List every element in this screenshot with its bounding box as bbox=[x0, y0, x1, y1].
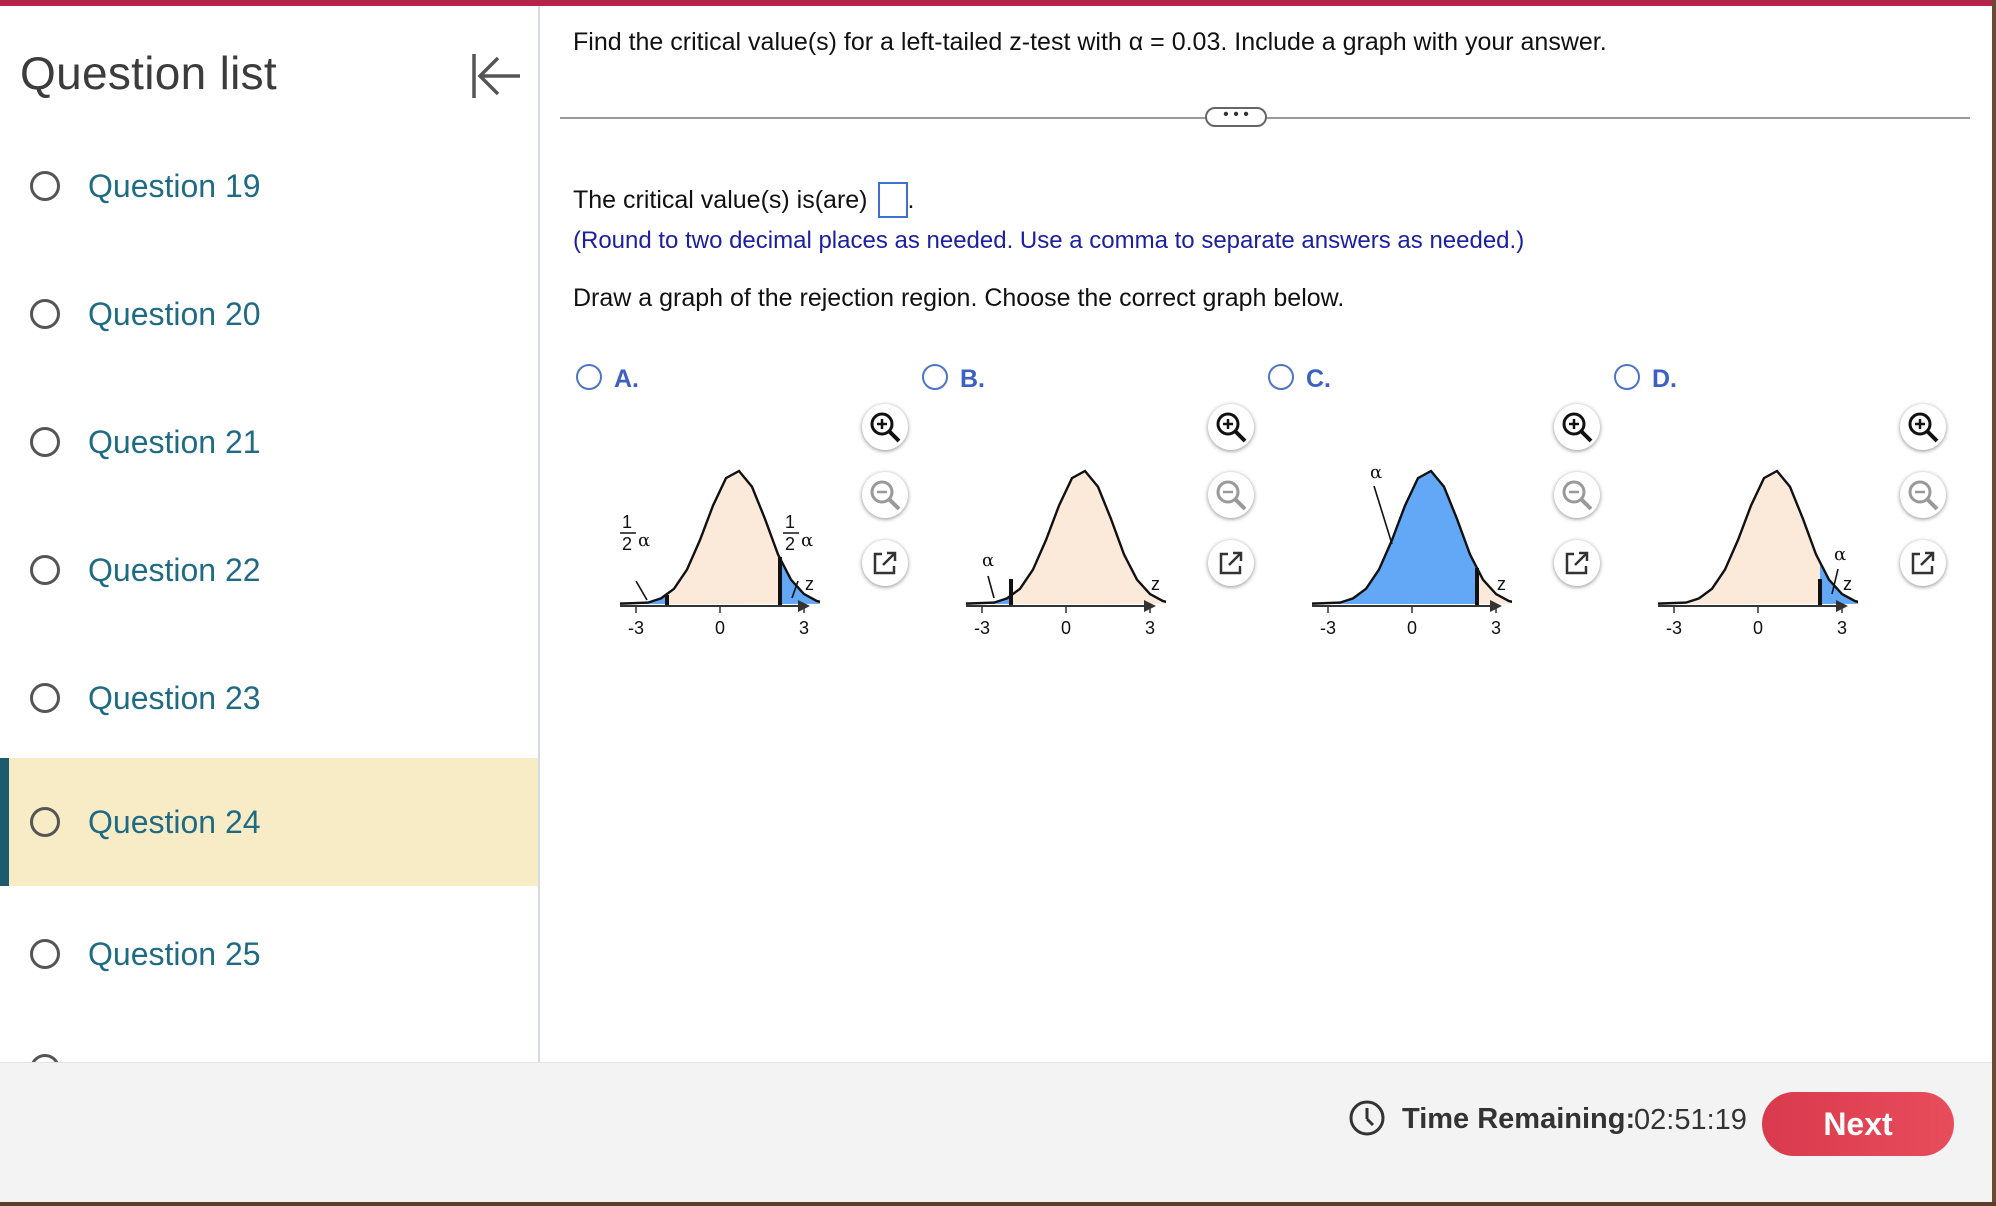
zoom-in-icon[interactable] bbox=[1208, 404, 1254, 450]
choice-c-graph[interactable] bbox=[1312, 436, 1512, 646]
choice-a-graph[interactable] bbox=[620, 436, 820, 646]
question-panel bbox=[540, 6, 1992, 1062]
answer-line bbox=[573, 182, 914, 218]
time-remaining-value: 02:51:19 bbox=[1634, 1104, 1747, 1136]
sidebar-item-question-25[interactable] bbox=[0, 890, 538, 1018]
half-alpha-denominator: 2 bbox=[785, 534, 796, 554]
choice-d-label: D. bbox=[1652, 365, 1677, 393]
tick-label: -3 bbox=[1665, 618, 1683, 638]
choice-d-graph[interactable] bbox=[1658, 436, 1858, 646]
question-status-radio bbox=[30, 683, 60, 713]
expand-question-button[interactable]: • • • bbox=[1205, 107, 1267, 127]
half-alpha-numerator: 1 bbox=[785, 512, 796, 532]
answer-prefix: The critical value(s) is(are) bbox=[573, 185, 868, 214]
zoom-out-icon[interactable] bbox=[862, 472, 908, 518]
choice-d-radio[interactable] bbox=[1614, 364, 1640, 390]
window-edge bbox=[0, 1202, 1996, 1206]
window-edge bbox=[1992, 0, 1996, 1206]
open-external-icon[interactable] bbox=[1208, 540, 1254, 586]
question-prompt: Find the critical value(s) for a left-tailed z-test with α = 0.03. Include a graph with your answer. bbox=[573, 28, 1607, 56]
rejection-region-right bbox=[780, 557, 820, 604]
tick-label: 0 bbox=[714, 618, 726, 638]
alpha-label: α bbox=[1834, 544, 1847, 565]
sidebar-item-question-22[interactable] bbox=[0, 506, 538, 634]
sidebar-item-label: Question 21 bbox=[88, 423, 261, 460]
next-button[interactable]: Next bbox=[1762, 1092, 1954, 1156]
tick-label: -3 bbox=[1319, 618, 1337, 638]
half-alpha-denominator: 2 bbox=[622, 534, 633, 554]
choice-c-label: C. bbox=[1306, 365, 1331, 393]
choice-a-label: A. bbox=[614, 365, 639, 393]
open-external-icon[interactable] bbox=[1900, 540, 1946, 586]
alpha-symbol: α bbox=[801, 530, 814, 551]
tick-label: -3 bbox=[627, 618, 645, 638]
zoom-out-icon[interactable] bbox=[1900, 472, 1946, 518]
zoom-out-icon[interactable] bbox=[1554, 472, 1600, 518]
zoom-out-icon[interactable] bbox=[1208, 472, 1254, 518]
clock-icon bbox=[1348, 1099, 1386, 1137]
choice-c-radio[interactable] bbox=[1268, 364, 1294, 390]
sidebar-item-question-21[interactable] bbox=[0, 378, 538, 506]
sidebar-item-label: Question 19 bbox=[88, 167, 261, 204]
alpha-label: α bbox=[982, 550, 995, 571]
sidebar-item-question-23[interactable] bbox=[0, 634, 538, 762]
footer-bar bbox=[0, 1062, 1992, 1203]
app-window bbox=[0, 6, 1992, 1202]
tick-label: 0 bbox=[1752, 618, 1764, 638]
tick-label: 3 bbox=[1836, 618, 1848, 638]
sidebar-title: Question list bbox=[20, 47, 278, 99]
axis-label: z bbox=[1843, 574, 1852, 594]
answer-suffix: . bbox=[907, 185, 915, 214]
critical-value-input[interactable] bbox=[878, 182, 908, 218]
alpha-symbol: α bbox=[638, 530, 651, 551]
question-status-radio bbox=[30, 299, 60, 329]
question-list-sidebar bbox=[0, 6, 540, 1062]
choice-b-radio[interactable] bbox=[922, 364, 948, 390]
half-alpha-numerator: 1 bbox=[622, 512, 633, 532]
choice-b-label: B. bbox=[960, 365, 985, 393]
tick-label: 0 bbox=[1406, 618, 1418, 638]
collapse-sidebar-icon[interactable] bbox=[468, 48, 524, 104]
axis-label: z bbox=[1151, 574, 1160, 594]
sidebar-item-question-24[interactable] bbox=[0, 758, 538, 886]
question-status-radio bbox=[30, 807, 60, 837]
sidebar-item-label: Question 23 bbox=[88, 679, 261, 716]
zoom-in-icon[interactable] bbox=[1554, 404, 1600, 450]
sidebar-item-label: Question 22 bbox=[88, 551, 261, 588]
sidebar-item-question-19[interactable] bbox=[0, 122, 538, 250]
open-external-icon[interactable] bbox=[862, 540, 908, 586]
zoom-in-icon[interactable] bbox=[862, 404, 908, 450]
question-status-radio bbox=[30, 939, 60, 969]
curve-area bbox=[972, 471, 1166, 604]
rejection-region-right bbox=[1820, 562, 1858, 604]
sidebar-item-label: Question 20 bbox=[88, 295, 261, 332]
tick-label: 3 bbox=[1490, 618, 1502, 638]
tick-label: 3 bbox=[798, 618, 810, 638]
question-status-radio bbox=[30, 555, 60, 585]
choice-a-radio[interactable] bbox=[576, 364, 602, 390]
choice-b-graph[interactable] bbox=[966, 436, 1166, 646]
time-remaining-label: Time Remaining: bbox=[1402, 1103, 1636, 1135]
question-status-radio bbox=[30, 1054, 60, 1062]
question-status-radio bbox=[30, 427, 60, 457]
alpha-label: α bbox=[1370, 462, 1383, 483]
axis-label: z bbox=[805, 574, 814, 594]
zoom-in-icon[interactable] bbox=[1900, 404, 1946, 450]
sidebar-item-label: Question 25 bbox=[88, 935, 261, 972]
sidebar-item-question-20[interactable] bbox=[0, 250, 538, 378]
non-rejection-region bbox=[1318, 471, 1477, 604]
open-external-icon[interactable] bbox=[1554, 540, 1600, 586]
question-status-radio bbox=[30, 171, 60, 201]
answer-hint: (Round to two decimal places as needed. Use a comma to separate answers as needed.) bbox=[573, 227, 1525, 254]
tick-label: -3 bbox=[973, 618, 991, 638]
axis-label: z bbox=[1497, 574, 1506, 594]
tick-label: 0 bbox=[1060, 618, 1072, 638]
tick-label: 3 bbox=[1144, 618, 1156, 638]
draw-graph-prompt: Draw a graph of the rejection region. Choose the correct graph below. bbox=[573, 284, 1345, 312]
sidebar-item-label: Question 24 bbox=[88, 803, 261, 840]
